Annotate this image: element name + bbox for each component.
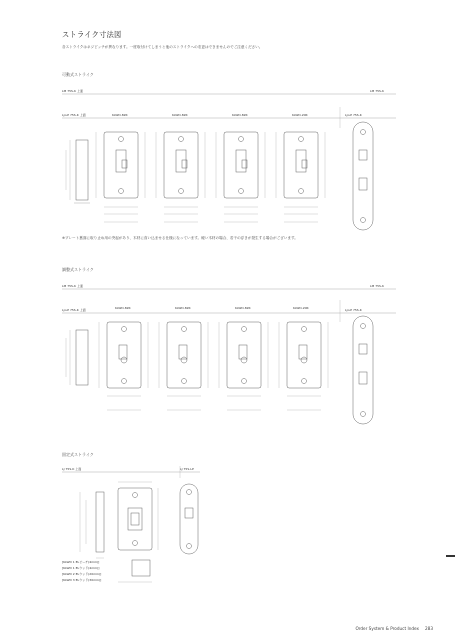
section1-frame bbox=[62, 94, 396, 128]
intro-note: 各ストライクはネジピッチが異なります。一度取付けてしまうと他のストライクへの変更はできませんのでご注意ください。 bbox=[62, 45, 263, 49]
section2-model-3: KLWD-82R bbox=[235, 306, 251, 310]
section2-model-2: KLWD-82R bbox=[175, 306, 191, 310]
section2-strike-4 bbox=[279, 322, 328, 410]
section1-top-left-label: LM 75S-K 上面 bbox=[62, 89, 83, 93]
section1-top-right-label: LM 75S-K bbox=[370, 89, 384, 93]
section1-side-label: LJ-LP 75S-K 上面 bbox=[62, 113, 86, 117]
section2-model-1: KLWD-82R bbox=[115, 306, 131, 310]
section1-model-1: KLWD-82R bbox=[112, 113, 128, 117]
section3-top-right-label: LJ 75S-LP bbox=[180, 467, 194, 471]
section2-frame bbox=[62, 289, 396, 322]
section2-strike-2 bbox=[159, 322, 208, 410]
section2-faceplate bbox=[353, 316, 373, 424]
section1-model-4: KLWD-20R bbox=[292, 113, 308, 117]
section1-footnote: ※プレート裏面に取り止め用の突起があり、木材に食い込ませる仕様になっています。硬い木材の場合、若干の浮きが発生する場合がございます。 bbox=[62, 236, 298, 240]
section1-strike-1 bbox=[96, 132, 145, 222]
section1-model-2: KLWD-82R bbox=[172, 113, 188, 117]
section2-strike-3 bbox=[219, 322, 268, 410]
section3-spec-2: [KLWD 1 ELウッド(4mm)] bbox=[62, 566, 100, 570]
section3-spec-3: [KLWD 2 ELウッド(20mm)] bbox=[62, 572, 102, 576]
section3-spec-1: [KLWD 1 ELビーチ(4mm)] bbox=[62, 560, 100, 564]
section2-side-label-right: LJ-LP 75S-K bbox=[345, 308, 362, 312]
section1-faceplate bbox=[353, 122, 373, 230]
section3-frame bbox=[62, 466, 200, 478]
section1-strike-4 bbox=[276, 132, 325, 222]
section3-side-profile bbox=[80, 492, 104, 558]
section3-top-left-label: LJ 75S-K 上面 bbox=[62, 467, 82, 471]
section2-side-label: LJ-LP 75S-K 上面 bbox=[62, 308, 86, 312]
page-number: 283 bbox=[425, 626, 433, 631]
section-heading-adjustable: 調整式ストライク bbox=[62, 267, 94, 272]
section1-model-3: KLWD-82R bbox=[232, 113, 248, 117]
section1-strike-2 bbox=[156, 132, 205, 222]
footer-text: Order System & Product Index bbox=[355, 626, 419, 631]
section-heading-movable: 可動式ストライク bbox=[62, 72, 94, 77]
page-title: ストライク寸法図 bbox=[62, 30, 122, 39]
section2-model-4: KLWD-20R bbox=[293, 306, 309, 310]
section2-top-left-label: LM 75S-K 上面 bbox=[62, 284, 83, 288]
section1-side-profile bbox=[66, 140, 90, 203]
section2-top-right-label: LM 75S-K bbox=[370, 284, 384, 288]
section2-strike-1 bbox=[99, 322, 148, 410]
section1-side-label-right: LJ-LP 75S-K bbox=[345, 113, 362, 117]
section1-strike-3 bbox=[216, 132, 265, 222]
section-heading-fixed: 固定式ストライク bbox=[62, 452, 94, 457]
section3-strike bbox=[118, 482, 158, 582]
section3-spec-4: [KLWD 3 ELウッド(30mm)] bbox=[62, 578, 102, 582]
section2-side-profile bbox=[66, 330, 88, 385]
section3-faceplate bbox=[180, 484, 198, 554]
